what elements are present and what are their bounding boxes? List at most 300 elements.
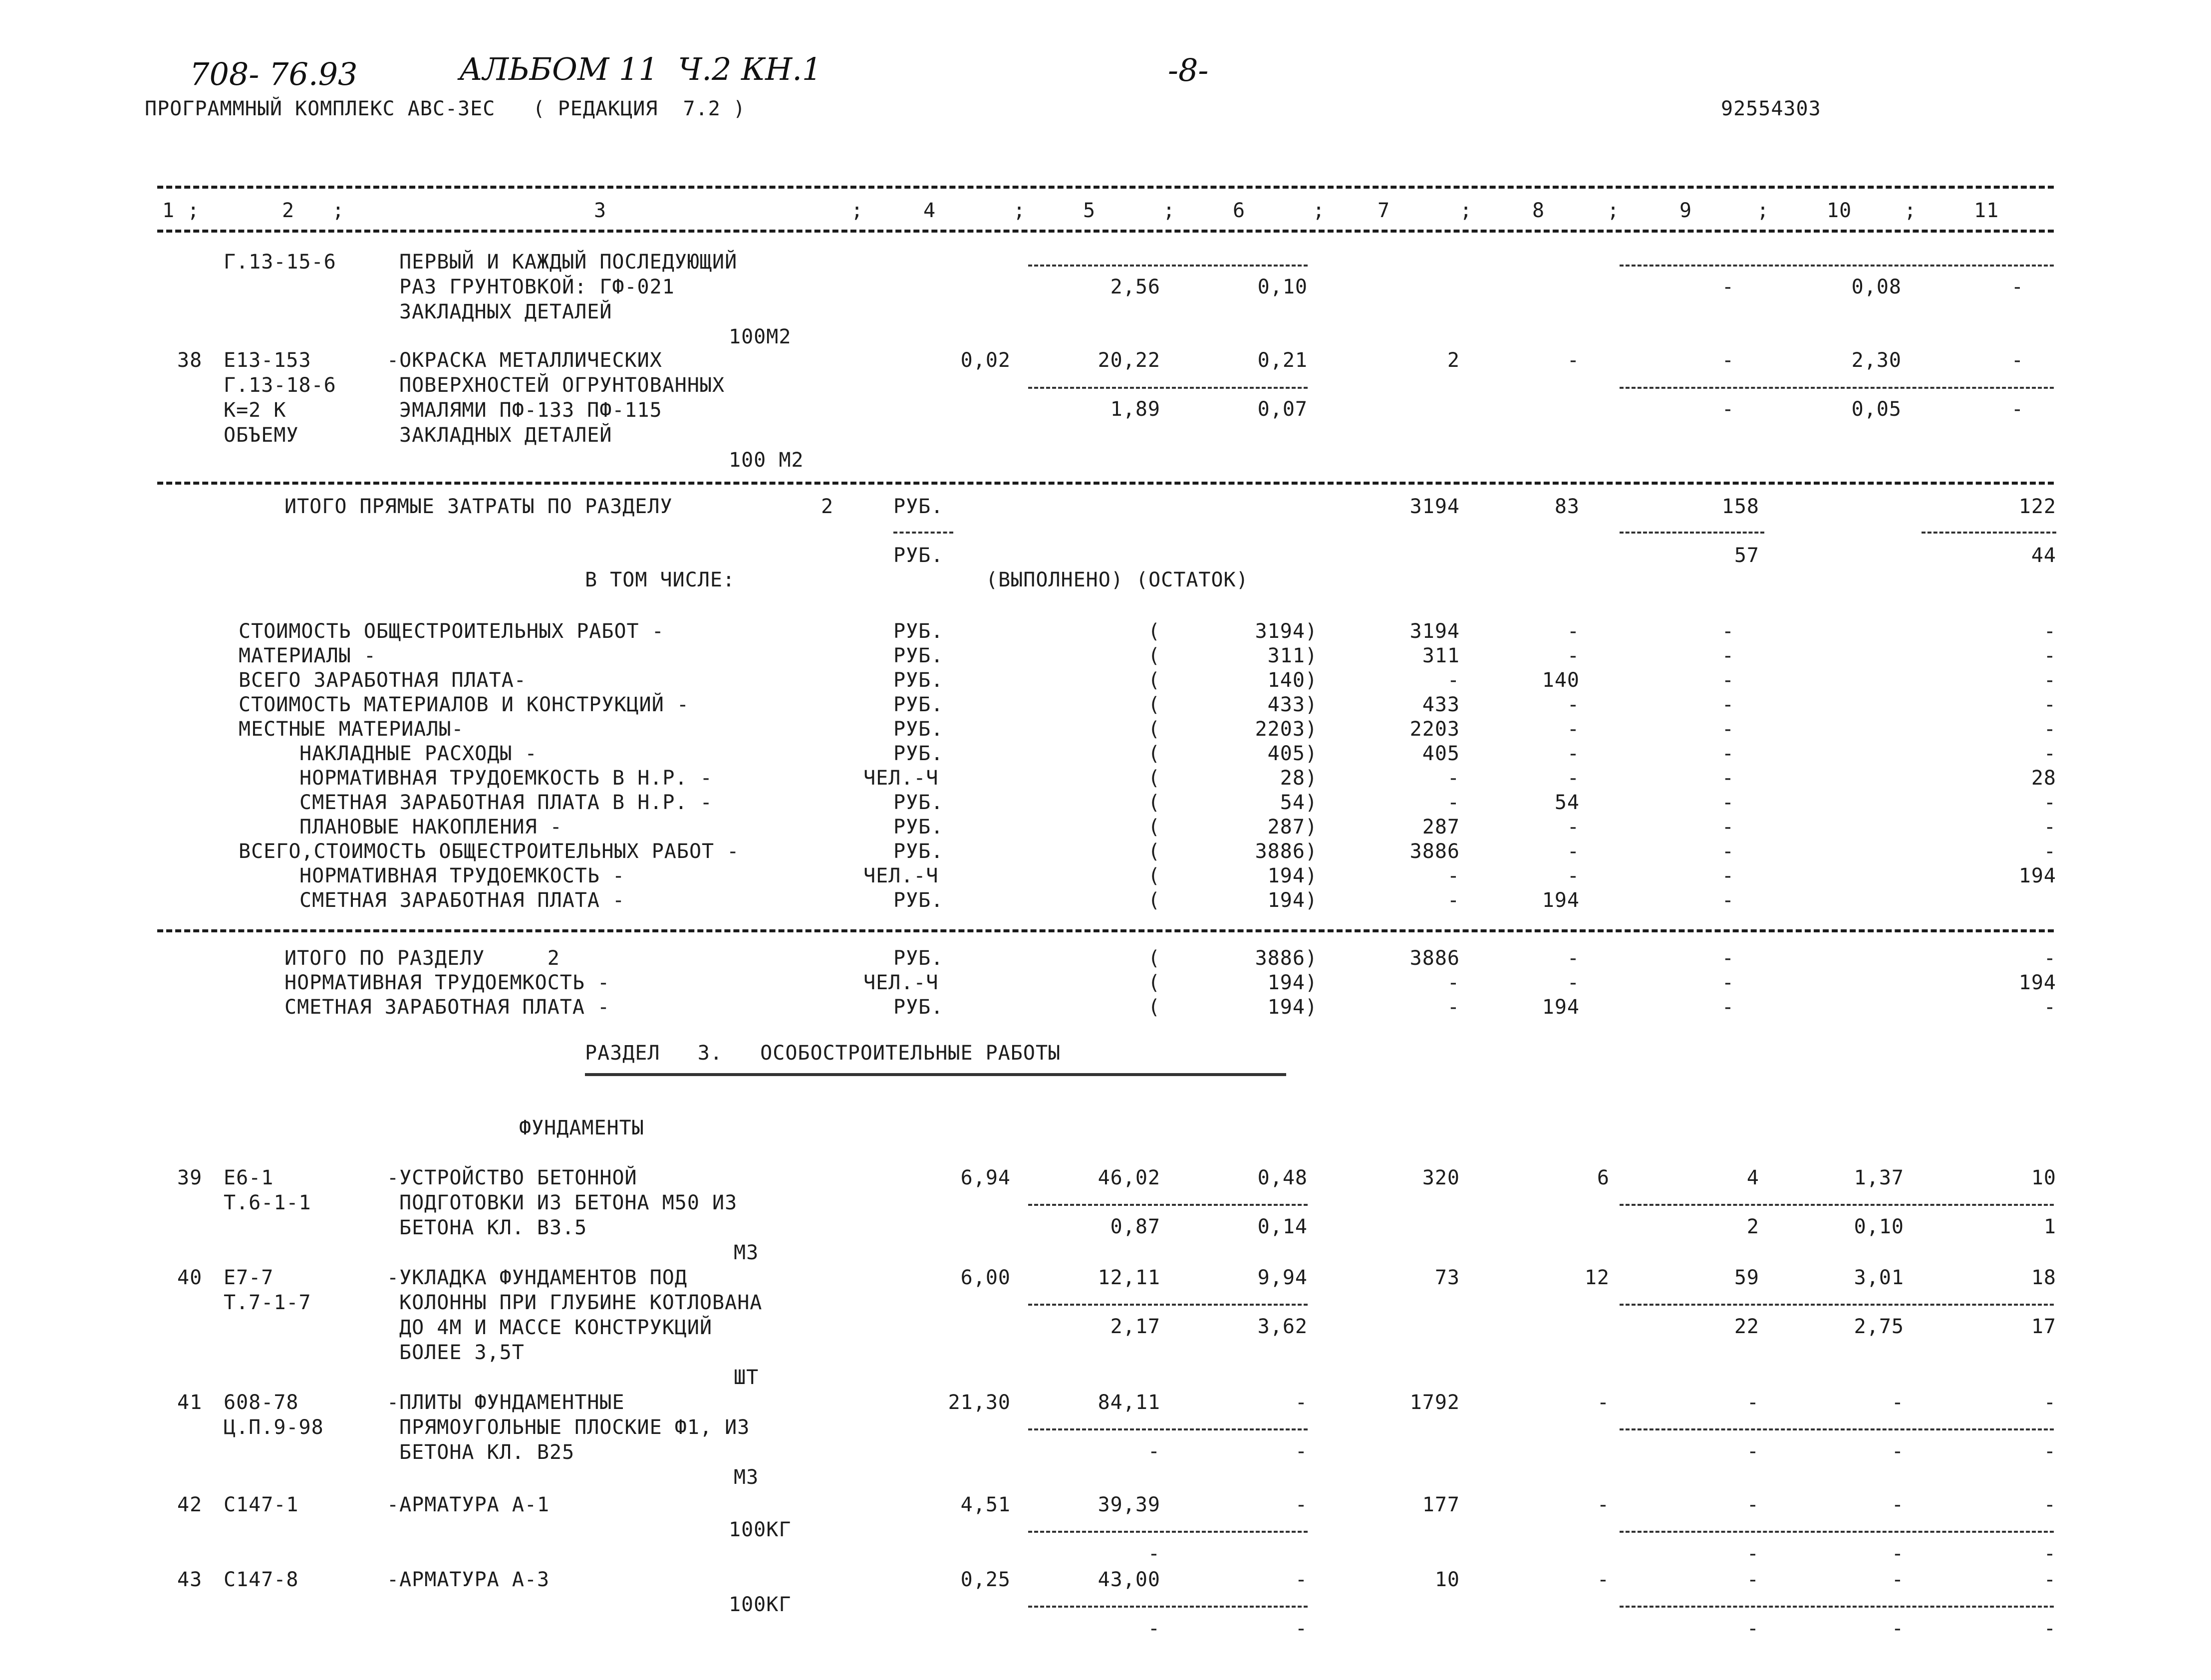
cell-col6: - xyxy=(1295,1391,1308,1414)
cell-col5-sub: 0,87 xyxy=(1110,1215,1160,1238)
totals-col9: 158 xyxy=(1721,495,1759,518)
cell-col4: 0,02 xyxy=(960,349,1011,372)
cell-col6: - xyxy=(1295,1493,1308,1516)
breakdown-done: 3194) xyxy=(1255,620,1318,643)
double-underline xyxy=(585,1073,1286,1076)
paren-open: ( xyxy=(1148,669,1161,692)
document-number: 92554303 xyxy=(1721,97,1821,120)
paren-open: ( xyxy=(1148,791,1161,814)
cell-col11: - xyxy=(2043,1391,2056,1414)
breakdown-col7: - xyxy=(1447,669,1460,692)
section-total-rule xyxy=(157,929,2054,932)
sub-rule xyxy=(1028,1606,1308,1608)
breakdown-col8: 54 xyxy=(1554,791,1580,814)
paren-open: ( xyxy=(1148,767,1161,790)
paren-open: ( xyxy=(1148,864,1161,887)
breakdown-col9: - xyxy=(1721,889,1734,912)
sub-rule xyxy=(1620,387,2054,389)
cell-col8: - xyxy=(1567,349,1580,372)
column-separator: ; xyxy=(1757,199,1770,222)
column-separator: ; xyxy=(851,199,864,222)
column-separator: ; xyxy=(1013,199,1026,222)
cell-col6-sub: 0,14 xyxy=(1257,1215,1308,1238)
section-heading: РАЗДЕЛ 3. ОСОБОСТРОИТЕЛЬНЫЕ РАБОТЫ xyxy=(585,1042,1061,1065)
cell-col11-sub: - xyxy=(2043,1617,2056,1640)
cell-col5-sub: - xyxy=(1147,1440,1160,1463)
item-code: Г.13-15-6 xyxy=(224,251,336,274)
item-description-line: ПОВЕРХНОСТЕЙ ОГРУНТОВАННЫХ xyxy=(399,374,725,397)
item-code: С147-8 xyxy=(224,1568,299,1591)
sub-rule xyxy=(1028,387,1308,389)
cell-col5-sub: 2,56 xyxy=(1110,276,1160,298)
column-header-7: 7 xyxy=(1378,199,1390,222)
breakdown-col9: - xyxy=(1721,767,1734,790)
cell-col7: 10 xyxy=(1434,1568,1460,1591)
cell-col11-sub: - xyxy=(2011,398,2024,421)
breakdown-col7: 405 xyxy=(1422,742,1460,765)
done-rest-label: (ВЫПОЛНЕНО) (ОСТАТОК) xyxy=(986,568,1249,591)
handwritten-code: 708- 76.93 xyxy=(190,56,358,92)
breakdown-col9: - xyxy=(1721,864,1734,887)
cell-col11: 10 xyxy=(2031,1166,2056,1189)
cell-col10-sub: - xyxy=(1891,1440,1904,1463)
breakdown-col11: - xyxy=(2043,644,2056,667)
column-header-9: 9 xyxy=(1679,199,1692,222)
cell-col10: 2,30 xyxy=(1851,349,1902,372)
breakdown-col7: 287 xyxy=(1422,816,1460,839)
section-total-done: 194) xyxy=(1267,996,1318,1019)
item-code: ОБЪЕМУ xyxy=(224,424,299,447)
cell-col9: 4 xyxy=(1746,1166,1759,1189)
breakdown-col9: - xyxy=(1721,840,1734,863)
breakdown-col9: - xyxy=(1721,718,1734,741)
item-description-line: КОЛОННЫ ПРИ ГЛУБИНЕ КОТЛОВАНА xyxy=(399,1291,763,1314)
sub-rule xyxy=(1620,1428,2054,1430)
cell-col10: - xyxy=(1891,1568,1904,1591)
breakdown-done: 194) xyxy=(1267,864,1318,887)
cell-col5: 46,02 xyxy=(1098,1166,1160,1189)
item-code: С147-1 xyxy=(224,1493,299,1516)
breakdown-col8: - xyxy=(1567,644,1580,667)
breakdown-col11: - xyxy=(2043,620,2056,643)
cell-col9: - xyxy=(1746,1493,1759,1516)
cell-col9-sub: - xyxy=(1746,1440,1759,1463)
sub-rule xyxy=(1028,265,1308,267)
item-code: Ц.П.9-98 xyxy=(224,1416,324,1439)
cell-col7: 1792 xyxy=(1409,1391,1460,1414)
breakdown-done: 194) xyxy=(1267,889,1318,912)
breakdown-col7: - xyxy=(1447,889,1460,912)
subsection-heading: ФУНДАМЕНТЫ xyxy=(519,1117,644,1139)
cell-col10-sub: 0,05 xyxy=(1851,398,1902,421)
column-header-11: 11 xyxy=(1974,199,1999,222)
cell-col10: 1,37 xyxy=(1854,1166,1904,1189)
cell-col11: 18 xyxy=(2031,1266,2056,1289)
item-description-line: РАЗ ГРУНТОВКОЙ: ГФ-021 xyxy=(399,276,675,298)
cell-col5: 20,22 xyxy=(1098,349,1160,372)
item-unit: М3 xyxy=(734,1466,759,1489)
sub-rule xyxy=(1620,532,1764,534)
item-description-line: -УКЛАДКА ФУНДАМЕНТОВ ПОД xyxy=(387,1266,687,1289)
section-total-label: ИТОГО ПО РАЗДЕЛУ 2 xyxy=(284,947,560,970)
item-description-line: БОЛЕЕ 3,5Т xyxy=(399,1341,525,1364)
cell-col8: 6 xyxy=(1597,1166,1610,1189)
cell-col11-sub: 1 xyxy=(2043,1215,2056,1238)
section-total-unit: РУБ. xyxy=(893,996,944,1019)
item-number: 40 xyxy=(177,1266,203,1289)
cell-col9-sub: - xyxy=(1746,1617,1759,1640)
section-total-done: 3886) xyxy=(1255,947,1318,970)
column-header-2: 2 ; xyxy=(282,199,345,222)
cell-col11-sub: - xyxy=(2043,1542,2056,1565)
cell-col6-sub: 3,62 xyxy=(1257,1315,1308,1338)
cell-col4: 4,51 xyxy=(960,1493,1011,1516)
item-description-line: -ПЛИТЫ ФУНДАМЕНТНЫЕ xyxy=(387,1391,625,1414)
cell-col10-sub: - xyxy=(1891,1542,1904,1565)
sub-rule xyxy=(1620,1606,2054,1608)
item-unit: 100М2 xyxy=(729,325,792,348)
paren-open: ( xyxy=(1148,947,1161,970)
breakdown-col11: - xyxy=(2043,742,2056,765)
breakdown-unit: РУБ. xyxy=(893,693,944,716)
breakdown-unit: РУБ. xyxy=(893,840,944,863)
column-separator: ; xyxy=(1607,199,1620,222)
breakdown-col9: - xyxy=(1721,791,1734,814)
table-top-rule xyxy=(157,186,2054,189)
cell-col9: - xyxy=(1746,1391,1759,1414)
breakdown-unit: РУБ. xyxy=(893,669,944,692)
cell-col10: - xyxy=(1891,1391,1904,1414)
breakdown-label: ВСЕГО ЗАРАБОТНАЯ ПЛАТА- xyxy=(239,669,527,692)
column-separator: ; xyxy=(1904,199,1917,222)
cell-col7: 2 xyxy=(1447,349,1460,372)
breakdown-label: НОРМАТИВНАЯ ТРУДОЕМКОСТЬ В Н.Р. - xyxy=(299,767,713,790)
cell-col8: - xyxy=(1597,1568,1610,1591)
cell-col4: 0,25 xyxy=(960,1568,1011,1591)
breakdown-col11: 194 xyxy=(2018,864,2056,887)
sub-rule xyxy=(1620,265,2054,267)
cell-col11: - xyxy=(2043,1568,2056,1591)
cell-col6-sub: - xyxy=(1295,1440,1308,1463)
breakdown-label: СМЕТНАЯ ЗАРАБОТНАЯ ПЛАТА - xyxy=(299,889,625,912)
cell-col6: 9,94 xyxy=(1257,1266,1308,1289)
cell-col6: 0,48 xyxy=(1257,1166,1308,1189)
handwritten-page-number: -8- xyxy=(1168,52,1209,88)
section-total-col9: - xyxy=(1721,996,1734,1019)
cell-col6-sub: 0,10 xyxy=(1257,276,1308,298)
sub-rule xyxy=(1620,1204,2054,1206)
breakdown-col8: - xyxy=(1567,767,1580,790)
sub-rule xyxy=(1028,1304,1308,1306)
item-number: 43 xyxy=(177,1568,203,1591)
breakdown-label: НАКЛАДНЫЕ РАСХОДЫ - xyxy=(299,742,538,765)
breakdown-col9: - xyxy=(1721,644,1734,667)
item-number: 38 xyxy=(177,349,203,372)
program-caption: ПРОГРАММНЫЙ КОМПЛЕКС АВС-3ЕС ( РЕДАКЦИЯ 7.2 ) xyxy=(145,97,746,120)
section-total-col9: - xyxy=(1721,971,1734,994)
cell-col11: - xyxy=(2043,1493,2056,1516)
cell-col11-sub: - xyxy=(2043,1440,2056,1463)
cell-col6: - xyxy=(1295,1568,1308,1591)
section-total-label: СМЕТНАЯ ЗАРАБОТНАЯ ПЛАТА - xyxy=(284,996,610,1019)
cell-col4: 6,00 xyxy=(960,1266,1011,1289)
column-header-10: 10 xyxy=(1827,199,1852,222)
totals-unit: РУБ. xyxy=(893,495,944,518)
column-separator: ; xyxy=(1163,199,1176,222)
breakdown-done: 311) xyxy=(1267,644,1318,667)
breakdown-col7: 3886 xyxy=(1409,840,1460,863)
totals-unit: РУБ. xyxy=(893,544,944,567)
totals-section-number: 2 xyxy=(821,495,834,518)
paren-open: ( xyxy=(1148,840,1161,863)
paren-open: ( xyxy=(1148,620,1161,643)
item-number: 42 xyxy=(177,1493,203,1516)
totals-col11: 122 xyxy=(2018,495,2056,518)
section-total-unit: ЧЕЛ.-Ч xyxy=(863,971,939,994)
breakdown-col7: 433 xyxy=(1422,693,1460,716)
breakdown-col11: - xyxy=(2043,669,2056,692)
paren-open: ( xyxy=(1148,693,1161,716)
item-code: Г.13-18-6 xyxy=(224,374,336,397)
paren-open: ( xyxy=(1148,889,1161,912)
breakdown-col8: - xyxy=(1567,864,1580,887)
item-description-line: -УСТРОЙСТВО БЕТОННОЙ xyxy=(387,1166,637,1189)
breakdown-col7: - xyxy=(1447,864,1460,887)
breakdown-unit: ЧЕЛ.-Ч xyxy=(863,767,939,790)
breakdown-col11: 28 xyxy=(2031,767,2056,790)
cell-col11-sub: - xyxy=(2011,276,2024,298)
breakdown-col8: - xyxy=(1567,840,1580,863)
column-header-8: 8 xyxy=(1532,199,1545,222)
breakdown-done: 54) xyxy=(1280,791,1318,814)
item-code: Е13-153 xyxy=(224,349,311,372)
item-number: 41 xyxy=(177,1391,203,1414)
section-total-col8: - xyxy=(1567,947,1580,970)
section-total-col7: 3886 xyxy=(1409,947,1460,970)
item-code: Е6-1 xyxy=(224,1166,274,1189)
breakdown-col9: - xyxy=(1721,620,1734,643)
cell-col4: 21,30 xyxy=(948,1391,1011,1414)
breakdown-col8: - xyxy=(1567,742,1580,765)
column-header-5: 5 xyxy=(1083,199,1096,222)
cell-col10-sub: 0,10 xyxy=(1854,1215,1904,1238)
item-code: 608-78 xyxy=(224,1391,299,1414)
cell-col5: 43,00 xyxy=(1098,1568,1160,1591)
breakdown-col8: 140 xyxy=(1542,669,1580,692)
cell-col6: 0,21 xyxy=(1257,349,1308,372)
breakdown-col9: - xyxy=(1721,669,1734,692)
paren-open: ( xyxy=(1148,971,1161,994)
cell-col8: - xyxy=(1597,1391,1610,1414)
item-unit: 100 М2 xyxy=(729,449,804,472)
section-total-col8: - xyxy=(1567,971,1580,994)
paren-open: ( xyxy=(1148,718,1161,741)
breakdown-unit: ЧЕЛ.-Ч xyxy=(863,864,939,887)
breakdown-col7: 3194 xyxy=(1409,620,1460,643)
item-code: Т.6-1-1 xyxy=(224,1191,311,1214)
totals-col9-sub: 57 xyxy=(1734,544,1759,567)
item-description-line: -АРМАТУРА А-3 xyxy=(387,1568,550,1591)
totals-label: ИТОГО ПРЯМЫЕ ЗАТРАТЫ ПО РАЗДЕЛУ xyxy=(284,495,673,518)
breakdown-col11: - xyxy=(2043,816,2056,839)
cell-col10-sub: 0,08 xyxy=(1851,276,1902,298)
sub-rule xyxy=(1028,1428,1308,1430)
breakdown-label: МАТЕРИАЛЫ - xyxy=(239,644,376,667)
item-description-line: -АРМАТУРА А-1 xyxy=(387,1493,550,1516)
cell-col5: 39,39 xyxy=(1098,1493,1160,1516)
section-total-col7: - xyxy=(1447,996,1460,1019)
breakdown-col8: - xyxy=(1567,718,1580,741)
item-description-line: ЭМАЛЯМИ ПФ-133 ПФ-115 xyxy=(399,399,662,422)
breakdown-col7: 311 xyxy=(1422,644,1460,667)
breakdown-unit: РУБ. xyxy=(893,889,944,912)
column-separator: ; xyxy=(1460,199,1473,222)
paren-open: ( xyxy=(1148,742,1161,765)
breakdown-label: СТОИМОСТЬ ОБЩЕСТРОИТЕЛЬНЫХ РАБОТ - xyxy=(239,620,664,643)
cell-col9-sub: 22 xyxy=(1734,1315,1759,1338)
cell-col5: 84,11 xyxy=(1098,1391,1160,1414)
item-number: 39 xyxy=(177,1166,203,1189)
totals-col7: 3194 xyxy=(1409,495,1460,518)
breakdown-col11: - xyxy=(2043,791,2056,814)
breakdown-label: СТОИМОСТЬ МАТЕРИАЛОВ И КОНСТРУКЦИЙ - xyxy=(239,693,689,716)
column-header-3: 3 xyxy=(594,199,607,222)
breakdown-unit: РУБ. xyxy=(893,791,944,814)
section-total-col11: 194 xyxy=(2018,971,2056,994)
breakdown-unit: РУБ. xyxy=(893,742,944,765)
cell-col6-sub: - xyxy=(1295,1617,1308,1640)
cell-col5: 12,11 xyxy=(1098,1266,1160,1289)
item-description-line: ДО 4М И МАССЕ КОНСТРУКЦИЙ xyxy=(399,1316,713,1339)
item-description-line: БЕТОНА КЛ. В3.5 xyxy=(399,1216,587,1239)
paren-open: ( xyxy=(1148,644,1161,667)
breakdown-col7: - xyxy=(1447,791,1460,814)
item-unit: 100КГ xyxy=(729,1518,792,1541)
breakdown-unit: РУБ. xyxy=(893,816,944,839)
breakdown-col11: - xyxy=(2043,718,2056,741)
item-description-line: -ОКРАСКА МЕТАЛЛИЧЕСКИХ xyxy=(387,349,662,372)
sub-rule xyxy=(893,532,953,534)
section-total-col11: - xyxy=(2043,996,2056,1019)
breakdown-label: ВСЕГО,СТОИМОСТЬ ОБЩЕСТРОИТЕЛЬНЫХ РАБОТ - xyxy=(239,840,740,863)
cell-col5-sub: 2,17 xyxy=(1110,1315,1160,1338)
breakdown-done: 2203) xyxy=(1255,718,1318,741)
breakdown-col7: - xyxy=(1447,767,1460,790)
section-total-col9: - xyxy=(1721,947,1734,970)
column-header-1: 1 ; xyxy=(162,199,200,222)
cell-col10: 3,01 xyxy=(1854,1266,1904,1289)
breakdown-col11: - xyxy=(2043,840,2056,863)
paren-open: ( xyxy=(1148,996,1161,1019)
sub-rule xyxy=(1620,1531,2054,1533)
header-bottom-rule xyxy=(157,230,2054,233)
breakdown-col9: - xyxy=(1721,816,1734,839)
breakdown-col8: - xyxy=(1567,620,1580,643)
column-header-4: 4 xyxy=(923,199,936,222)
cell-col9: - xyxy=(1721,349,1734,372)
in-that-label: В ТОМ ЧИСЛЕ: xyxy=(585,568,735,591)
sub-rule xyxy=(1028,1204,1308,1206)
item-unit: М3 xyxy=(734,1241,759,1264)
section-total-col11: - xyxy=(2043,947,2056,970)
paren-open: ( xyxy=(1148,816,1161,839)
item-description-line: ПОДГОТОВКИ ИЗ БЕТОНА М50 ИЗ xyxy=(399,1191,738,1214)
breakdown-done: 140) xyxy=(1267,669,1318,692)
cell-col5-sub: 1,89 xyxy=(1110,398,1160,421)
column-header-6: 6 xyxy=(1233,199,1246,222)
breakdown-label: СМЕТНАЯ ЗАРАБОТНАЯ ПЛАТА В Н.Р. - xyxy=(299,791,713,814)
breakdown-done: 433) xyxy=(1267,693,1318,716)
section-total-label: НОРМАТИВНАЯ ТРУДОЕМКОСТЬ - xyxy=(284,971,610,994)
item-code: Е7-7 xyxy=(224,1266,274,1289)
cell-col5-sub: - xyxy=(1147,1542,1160,1565)
breakdown-col8: - xyxy=(1567,693,1580,716)
item-description-line: ПРЯМОУГОЛЬНЫЕ ПЛОСКИЕ Ф1, ИЗ xyxy=(399,1416,750,1439)
breakdown-done: 3886) xyxy=(1255,840,1318,863)
breakdown-col9: - xyxy=(1721,693,1734,716)
item-unit: 100КГ xyxy=(729,1593,792,1616)
sub-rule xyxy=(1922,532,2056,534)
item-description-line: БЕТОНА КЛ. В25 xyxy=(399,1441,575,1464)
breakdown-done: 28) xyxy=(1280,767,1318,790)
cell-col9-sub: 2 xyxy=(1746,1215,1759,1238)
item-code: К=2 К xyxy=(224,399,286,422)
section-total-unit: РУБ. xyxy=(893,947,944,970)
cell-col7: 177 xyxy=(1422,1493,1460,1516)
breakdown-col9: - xyxy=(1721,742,1734,765)
cell-col9-sub: - xyxy=(1746,1542,1759,1565)
breakdown-unit: РУБ. xyxy=(893,718,944,741)
cell-col11: - xyxy=(2011,349,2024,372)
cell-col7: 73 xyxy=(1434,1266,1460,1289)
cell-col10: - xyxy=(1891,1493,1904,1516)
breakdown-done: 405) xyxy=(1267,742,1318,765)
item-description-line: ПЕРВЫЙ И КАЖДЫЙ ПОСЛЕДУЮЩИЙ xyxy=(399,251,738,274)
breakdown-col11: - xyxy=(2043,693,2056,716)
item-description-line: ЗАКЛАДНЫХ ДЕТАЛЕЙ xyxy=(399,300,612,323)
cell-col9: 59 xyxy=(1734,1266,1759,1289)
totals-top-rule xyxy=(157,482,2054,485)
cell-col10-sub: 2,75 xyxy=(1854,1315,1904,1338)
breakdown-col7: 2203 xyxy=(1409,718,1460,741)
cell-col4: 6,94 xyxy=(960,1166,1011,1189)
cell-col10-sub: - xyxy=(1891,1617,1904,1640)
section-total-col8: 194 xyxy=(1542,996,1580,1019)
breakdown-done: 287) xyxy=(1267,816,1318,839)
breakdown-unit: РУБ. xyxy=(893,644,944,667)
breakdown-label: НОРМАТИВНАЯ ТРУДОЕМКОСТЬ - xyxy=(299,864,625,887)
section-total-col7: - xyxy=(1447,971,1460,994)
breakdown-col8: 194 xyxy=(1542,889,1580,912)
totals-col11-sub: 44 xyxy=(2031,544,2056,567)
cell-col9: - xyxy=(1746,1568,1759,1591)
breakdown-label: ПЛАНОВЫЕ НАКОПЛЕНИЯ - xyxy=(299,816,562,839)
handwritten-album: АЛЬБОМ 11 Ч.2 КН.1 xyxy=(459,51,822,87)
cell-col11-sub: 17 xyxy=(2031,1315,2056,1338)
cell-col6-sub: 0,07 xyxy=(1257,398,1308,421)
cell-col9-sub: - xyxy=(1721,276,1734,298)
cell-col9-sub: - xyxy=(1721,398,1734,421)
cell-col7: 320 xyxy=(1422,1166,1460,1189)
breakdown-col8: - xyxy=(1567,816,1580,839)
cell-col8: - xyxy=(1597,1493,1610,1516)
cell-col8: 12 xyxy=(1584,1266,1610,1289)
breakdown-unit: РУБ. xyxy=(893,620,944,643)
totals-col8: 83 xyxy=(1554,495,1580,518)
column-separator: ; xyxy=(1313,199,1326,222)
sub-rule xyxy=(1620,1304,2054,1306)
sub-rule xyxy=(1028,1531,1308,1533)
